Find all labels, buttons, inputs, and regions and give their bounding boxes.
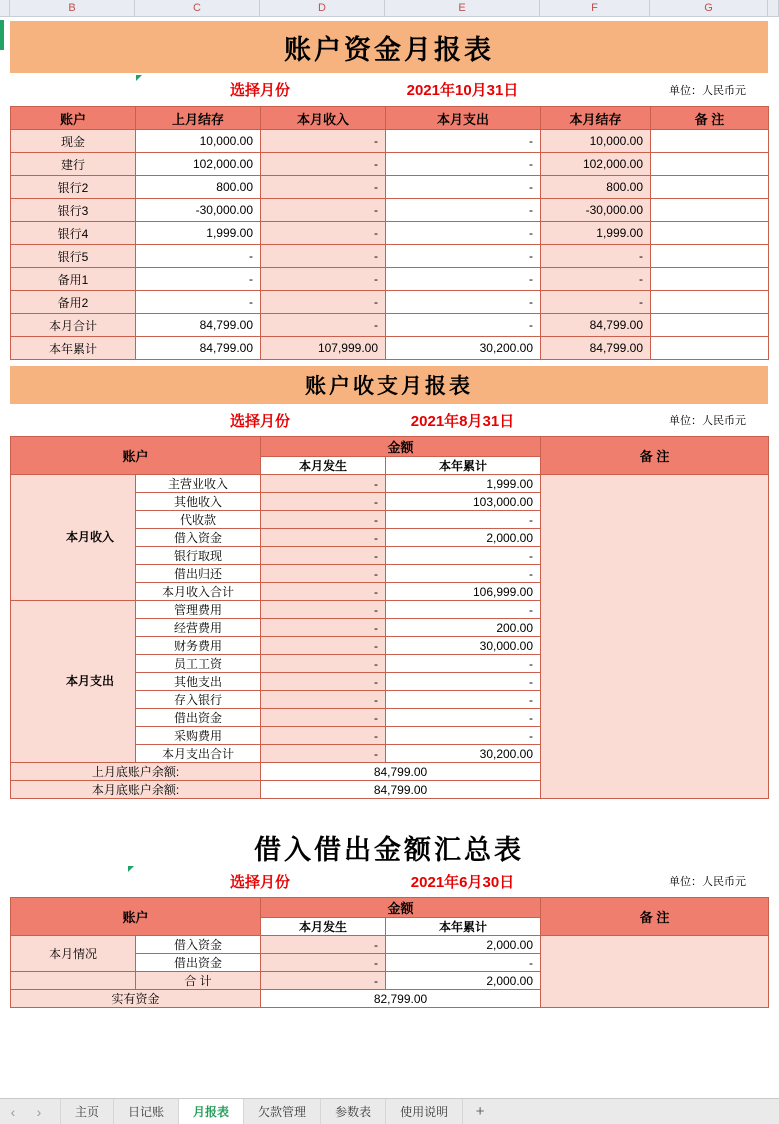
section3-title-text: 借入借出金额汇总表 — [254, 834, 524, 865]
cell-note[interactable] — [651, 199, 769, 222]
cell-month[interactable]: - — [261, 637, 386, 655]
sheet-tab-bar — [0, 1098, 779, 1124]
cell-month[interactable]: - — [261, 601, 386, 619]
cell-month-expense[interactable]: - — [386, 314, 541, 337]
cell-year[interactable]: - — [386, 727, 541, 745]
cell-item[interactable]: 借出资金 — [136, 709, 261, 727]
cell-year[interactable]: - — [386, 709, 541, 727]
cell-year[interactable]: - — [386, 691, 541, 709]
cell-year[interactable]: - — [386, 565, 541, 583]
cell-note[interactable] — [651, 153, 769, 176]
cell-month[interactable]: - — [261, 727, 386, 745]
header-amount[interactable]: 金额 — [261, 898, 541, 918]
sheet-tab-journal[interactable]: 日记账 — [114, 1099, 179, 1124]
column-header-B[interactable]: B — [10, 0, 135, 16]
cell-item[interactable]: 管理费用 — [136, 601, 261, 619]
header-account[interactable]: 账户 — [11, 107, 136, 130]
cell-month-income[interactable]: - — [261, 314, 386, 337]
funds-monthly-table — [10, 106, 769, 360]
header-note[interactable]: 备 注 — [651, 107, 769, 130]
table-row — [11, 199, 769, 222]
cell-account[interactable]: 本年累计 — [11, 337, 136, 360]
cell-account[interactable]: 银行2 — [11, 176, 136, 199]
cell-prev-balance[interactable]: - — [136, 245, 261, 268]
header-right-gutter — [768, 0, 779, 16]
cell-month-balance[interactable]: 84,799.00 — [541, 337, 651, 360]
section1-title: 账户资金月报表 — [284, 34, 494, 65]
cell-month-expense[interactable]: - — [386, 153, 541, 176]
section3-selected-date[interactable]: 2021年6月30日 — [410, 873, 515, 891]
cell-total-year[interactable]: 2,000.00 — [386, 972, 541, 990]
column-header-C[interactable]: C — [135, 0, 260, 16]
table-row — [11, 176, 769, 199]
tab-scroll-left-icon[interactable]: ‹ — [10, 1103, 16, 1120]
sheet-area — [10, 21, 768, 1008]
section2-select-month-label[interactable]: 选择月份 — [229, 412, 290, 430]
income-expense-table — [10, 436, 769, 799]
table-row — [11, 337, 769, 360]
cell-month[interactable]: - — [261, 673, 386, 691]
comment-marker — [128, 866, 134, 872]
cell-empty[interactable] — [11, 972, 136, 990]
comment-marker — [136, 75, 142, 81]
section1-title-banner[interactable] — [10, 21, 768, 73]
header-corner — [0, 0, 10, 16]
cell-prev-balance[interactable]: 800.00 — [136, 176, 261, 199]
cell-item[interactable]: 其他收入 — [136, 493, 261, 511]
cell-month[interactable]: - — [261, 475, 386, 493]
column-header-F[interactable]: F — [540, 0, 650, 16]
table-row — [11, 153, 769, 176]
cell-month[interactable]: - — [261, 583, 386, 601]
cell-account[interactable]: 建行 — [11, 153, 136, 176]
cell-month[interactable]: - — [261, 745, 386, 763]
sheet-tab-home[interactable]: 主页 — [60, 1099, 114, 1124]
table-row — [11, 475, 769, 493]
cell-prev-balance[interactable]: 102,000.00 — [136, 153, 261, 176]
cell-prev-balance[interactable]: 1,999.00 — [136, 222, 261, 245]
cell-month-income[interactable]: - — [261, 245, 386, 268]
cell-item[interactable]: 借出归还 — [136, 565, 261, 583]
cell-prev-balance[interactable]: - — [136, 268, 261, 291]
cell-prev-balance[interactable]: 84,799.00 — [136, 314, 261, 337]
header-account[interactable]: 账户 — [11, 898, 261, 936]
cell-item[interactable]: 借入资金 — [136, 936, 261, 954]
note-area[interactable] — [541, 475, 769, 799]
cell-month[interactable]: - — [261, 709, 386, 727]
cell-item[interactable]: 主营业收入 — [136, 475, 261, 493]
column-headers — [0, 0, 779, 17]
cell-item[interactable]: 借出资金 — [136, 954, 261, 972]
cell-year[interactable]: 103,000.00 — [386, 493, 541, 511]
cell-year[interactable]: - — [386, 673, 541, 691]
cell-year[interactable]: 2,000.00 — [386, 936, 541, 954]
cell-year[interactable]: - — [386, 547, 541, 565]
header-month-occurred[interactable]: 本月发生 — [261, 457, 386, 475]
column-header-D[interactable]: D — [260, 0, 385, 16]
cell-month-income[interactable]: - — [261, 176, 386, 199]
cell-year[interactable]: - — [386, 954, 541, 972]
cell-month-expense[interactable]: - — [386, 199, 541, 222]
header-account[interactable]: 账户 — [11, 437, 261, 475]
column-header-E[interactable]: E — [385, 0, 540, 16]
sheet-tabs — [60, 1099, 463, 1124]
cell-month-balance[interactable]: 102,000.00 — [541, 153, 651, 176]
cell-month[interactable]: - — [261, 565, 386, 583]
header-month-expense[interactable]: 本月支出 — [386, 107, 541, 130]
section1-select-row — [10, 73, 768, 106]
table-header-row — [11, 898, 769, 918]
cell-year[interactable]: - — [386, 511, 541, 529]
cell-month-income[interactable]: 107,999.00 — [261, 337, 386, 360]
table-row — [11, 222, 769, 245]
cell-prev-balance[interactable]: - — [136, 291, 261, 314]
header-prev-balance[interactable]: 上月结存 — [136, 107, 261, 130]
cell-month-income[interactable]: - — [261, 153, 386, 176]
section2-title-banner[interactable] — [10, 366, 768, 404]
sheet-tab-monthly-report[interactable]: 月报表 — [179, 1099, 244, 1124]
cell-item[interactable]: 借入资金 — [136, 529, 261, 547]
table-row — [11, 314, 769, 337]
cell-item[interactable]: 代收款 — [136, 511, 261, 529]
header-note[interactable]: 备 注 — [541, 898, 769, 936]
cell-note[interactable] — [651, 337, 769, 360]
cell-prev-month-balance-label[interactable]: 上月底账户余额: — [11, 763, 261, 781]
cell-month-balance[interactable]: 10,000.00 — [541, 130, 651, 153]
cell-month[interactable]: - — [261, 619, 386, 637]
cell-year[interactable]: 30,200.00 — [386, 745, 541, 763]
cell-month-income[interactable]: - — [261, 130, 386, 153]
column-header-G[interactable]: G — [650, 0, 768, 16]
section1-unit-label[interactable]: 单位：人民币元 — [669, 84, 746, 97]
cell-month[interactable]: - — [261, 511, 386, 529]
cell-month-balance[interactable]: - — [541, 291, 651, 314]
header-year-cumulative[interactable]: 本年累计 — [386, 918, 541, 936]
cell-year[interactable]: 1,999.00 — [386, 475, 541, 493]
cell-total-label[interactable]: 合 计 — [136, 972, 261, 990]
cell-month[interactable]: - — [261, 936, 386, 954]
cell-month[interactable]: - — [261, 493, 386, 511]
cell-year[interactable]: 30,000.00 — [386, 637, 541, 655]
sheet-tab-debt-management[interactable]: 欠款管理 — [244, 1099, 321, 1124]
cell-month[interactable]: - — [261, 547, 386, 565]
section3-select-row — [10, 865, 768, 897]
section3-unit-label[interactable]: 单位：人民币元 — [669, 876, 746, 888]
cell-month-income[interactable]: - — [261, 222, 386, 245]
table-row — [11, 130, 769, 153]
cell-month-expense[interactable]: - — [386, 245, 541, 268]
cell-month-income[interactable]: - — [261, 291, 386, 314]
cell-actual-funds-label[interactable]: 实有资金 — [11, 990, 261, 1008]
cell-note[interactable] — [651, 222, 769, 245]
cell-month-expense[interactable]: - — [386, 222, 541, 245]
group-label: 本月支出 — [66, 674, 115, 689]
cell-prev-balance[interactable]: 84,799.00 — [136, 337, 261, 360]
cell-month[interactable]: - — [261, 655, 386, 673]
group-label: 本月收入 — [66, 530, 115, 545]
cell-item[interactable]: 员工工资 — [136, 655, 261, 673]
cell-month[interactable]: - — [261, 691, 386, 709]
cell-month-expense[interactable]: - — [386, 268, 541, 291]
section2-title: 账户收支月报表 — [305, 375, 473, 398]
cell-account[interactable]: 备用2 — [11, 291, 136, 314]
cell-month-balance[interactable]: 84,799.00 — [541, 314, 651, 337]
cell-year[interactable]: - — [386, 601, 541, 619]
cell-year[interactable]: 2,000.00 — [386, 529, 541, 547]
table-row — [11, 936, 769, 954]
cell-prev-balance[interactable]: -30,000.00 — [136, 199, 261, 222]
cell-note[interactable] — [651, 314, 769, 337]
cell-this-month-balance-label[interactable]: 本月底账户余额: — [11, 781, 261, 799]
section1-select-month-label[interactable]: 选择月份 — [229, 82, 290, 99]
cell-month-balance[interactable]: 800.00 — [541, 176, 651, 199]
cell-this-month-balance-value[interactable]: 84,799.00 — [261, 781, 541, 799]
cell-month[interactable]: - — [261, 954, 386, 972]
cell-month-balance[interactable]: - — [541, 245, 651, 268]
add-sheet-button[interactable]: + — [475, 1103, 485, 1120]
section2-select-row — [10, 404, 768, 436]
cell-month-expense[interactable]: 30,200.00 — [386, 337, 541, 360]
header-month-income[interactable]: 本月收入 — [261, 107, 386, 130]
cell-month-balance[interactable]: -30,000.00 — [541, 199, 651, 222]
cell-item[interactable]: 采购费用 — [136, 727, 261, 745]
cell-prev-month-balance-value[interactable]: 84,799.00 — [261, 763, 541, 781]
header-month-occurred[interactable]: 本月发生 — [261, 918, 386, 936]
cell-month-expense[interactable]: - — [386, 176, 541, 199]
table-header-row — [11, 437, 769, 457]
section3-select-month-label[interactable]: 选择月份 — [229, 873, 290, 891]
section2-selected-date[interactable]: 2021年8月31日 — [410, 412, 515, 430]
cell-prev-balance[interactable]: 10,000.00 — [136, 130, 261, 153]
cell-account[interactable]: 银行4 — [11, 222, 136, 245]
group-month-expense[interactable] — [11, 601, 136, 763]
cell-note[interactable] — [651, 176, 769, 199]
cell-month-expense[interactable]: - — [386, 291, 541, 314]
selection-indicator — [0, 20, 4, 50]
cell-item[interactable]: 其他支出 — [136, 673, 261, 691]
cell-account[interactable]: 本月合计 — [11, 314, 136, 337]
cell-note[interactable] — [651, 130, 769, 153]
table-row — [11, 268, 769, 291]
cell-month[interactable]: - — [261, 529, 386, 547]
cell-item[interactable]: 本月收入合计 — [136, 583, 261, 601]
cell-account[interactable]: 银行5 — [11, 245, 136, 268]
cell-month-balance[interactable]: 1,999.00 — [541, 222, 651, 245]
cell-year[interactable]: - — [386, 655, 541, 673]
cell-year[interactable]: 106,999.00 — [386, 583, 541, 601]
group-month-situation[interactable]: 本月情况 — [11, 936, 136, 972]
group-month-income[interactable] — [11, 475, 136, 601]
cell-month-balance[interactable]: - — [541, 268, 651, 291]
sheet-tab-instructions[interactable]: 使用说明 — [386, 1099, 463, 1124]
section1-selected-date[interactable]: 2021年10月31日 — [406, 82, 519, 99]
cell-month-expense[interactable]: - — [386, 130, 541, 153]
header-month-balance[interactable]: 本月结存 — [541, 107, 651, 130]
table-header-row — [11, 107, 769, 130]
cell-item[interactable]: 本月支出合计 — [136, 745, 261, 763]
table-row — [11, 245, 769, 268]
cell-year[interactable]: 200.00 — [386, 619, 541, 637]
cell-item[interactable]: 银行取现 — [136, 547, 261, 565]
cell-account[interactable]: 现金 — [11, 130, 136, 153]
cell-note[interactable] — [651, 268, 769, 291]
cell-month-income[interactable]: - — [261, 268, 386, 291]
cell-actual-funds-value[interactable]: 82,799.00 — [261, 990, 541, 1008]
cell-account[interactable]: 银行3 — [11, 199, 136, 222]
cell-note[interactable] — [651, 245, 769, 268]
borrow-lend-summary-table — [10, 897, 769, 1008]
cell-item[interactable]: 存入银行 — [136, 691, 261, 709]
cell-total-month[interactable]: - — [261, 972, 386, 990]
header-note[interactable]: 备 注 — [541, 437, 769, 475]
cell-note[interactable] — [651, 291, 769, 314]
cell-item[interactable]: 经营费用 — [136, 619, 261, 637]
cell-month-income[interactable]: - — [261, 199, 386, 222]
section3-title[interactable] — [10, 829, 768, 865]
sheet-tab-parameters[interactable]: 参数表 — [321, 1099, 386, 1124]
table-row — [11, 291, 769, 314]
tab-scroll-right-icon[interactable]: › — [36, 1103, 42, 1120]
note-area[interactable] — [541, 936, 769, 1008]
cell-item[interactable]: 财务费用 — [136, 637, 261, 655]
cell-account[interactable]: 备用1 — [11, 268, 136, 291]
header-year-cumulative[interactable]: 本年累计 — [386, 457, 541, 475]
section2-unit-label[interactable]: 单位：人民币元 — [669, 415, 746, 427]
header-amount[interactable]: 金额 — [261, 437, 541, 457]
